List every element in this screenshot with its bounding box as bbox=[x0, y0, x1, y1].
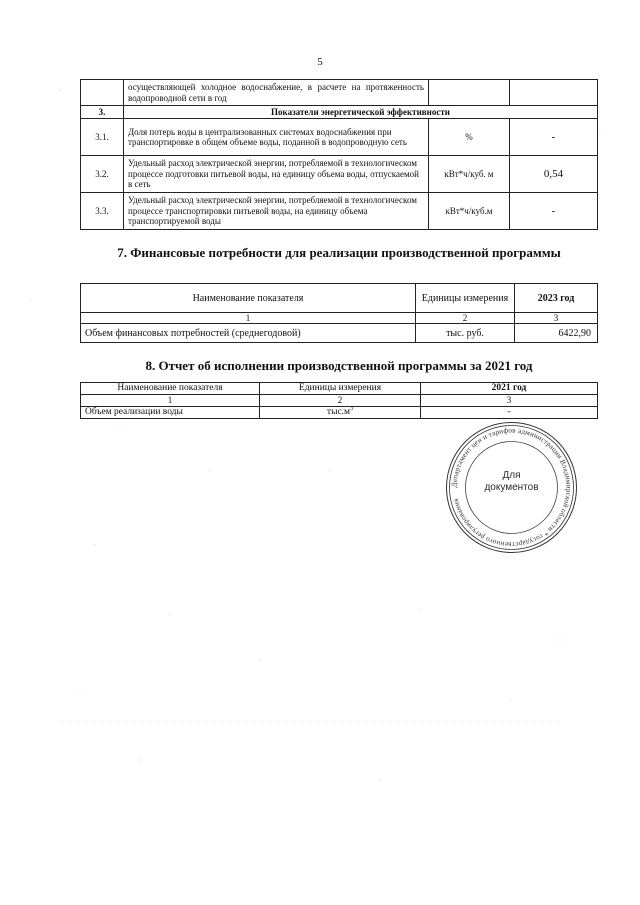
row-number-cell bbox=[81, 80, 124, 106]
value-cell: 6422,90 bbox=[515, 324, 598, 343]
section-header-row bbox=[81, 106, 598, 119]
table-row bbox=[81, 156, 598, 193]
unit-cell: кВт*ч/куб. м bbox=[429, 156, 510, 193]
unit-cell bbox=[260, 407, 421, 419]
indicators-table bbox=[80, 79, 598, 230]
table-row bbox=[81, 119, 598, 156]
official-stamp bbox=[444, 420, 579, 555]
indicator-name-cell: Удельный расход электрической энергии, потребляемой в технологическом процессе транспортировки питьевой воды, на единицу объема транспортируемой воды bbox=[124, 193, 429, 230]
column-index: 1 bbox=[81, 395, 260, 407]
unit-superscript: 3 bbox=[350, 405, 354, 412]
column-index: 2 bbox=[260, 395, 421, 407]
indicator-name-cell: осуществляющей холодное водоснабжение, в расчете на протяженность водопроводной сети в год bbox=[124, 80, 429, 106]
column-header-name: Наименование показателя bbox=[81, 383, 260, 395]
column-header-name: Наименование показателя bbox=[81, 284, 416, 313]
column-header-unit: Единицы измерения bbox=[260, 383, 421, 395]
unit-cell bbox=[429, 80, 510, 106]
stamp-ring-text: Департамент цен и тарифов администрации Владимирской области * государственного регулирования bbox=[450, 426, 573, 549]
unit-cell: % bbox=[429, 119, 510, 156]
indicator-name-cell: Удельный расход электрической энергии, потребляемой в технологическом процессе подготовки питьевой воды, на единицу объема воды, отпускаемой в сеть bbox=[124, 156, 429, 193]
column-index: 3 bbox=[421, 395, 598, 407]
section-8-heading: 8. Отчет об исполнении производственной программы за 2021 год bbox=[145, 358, 533, 373]
page-number: 5 bbox=[317, 56, 323, 68]
section-7-heading: 7. Финансовые потребности для реализации производственной программы bbox=[117, 245, 561, 260]
row-number-cell: 3.3. bbox=[81, 193, 124, 230]
section-title: Показатели энергетической эффективности bbox=[124, 106, 598, 119]
column-header-year: 2023 год bbox=[515, 284, 598, 313]
value-cell bbox=[510, 80, 598, 106]
program-report-table bbox=[80, 382, 598, 419]
column-header-unit: Единицы измерения bbox=[416, 284, 515, 313]
financial-needs-table bbox=[80, 283, 598, 343]
column-index: 3 bbox=[515, 313, 598, 324]
table-header-row bbox=[81, 284, 598, 313]
stamp-center-line: Для bbox=[502, 470, 521, 481]
indicator-name-cell: Объем реализации воды bbox=[81, 407, 260, 419]
table-row bbox=[81, 193, 598, 230]
value-cell: - bbox=[510, 119, 598, 156]
column-index: 1 bbox=[81, 313, 416, 324]
indicator-name-cell: Доля потерь воды в централизованных системах водоснабжения при транспортировке в общем объеме воды, поданной в водопроводную сеть bbox=[124, 119, 429, 156]
table-row bbox=[81, 407, 598, 419]
row-number-cell: 3.1. bbox=[81, 119, 124, 156]
value-cell: - bbox=[421, 407, 598, 419]
value-cell: - bbox=[510, 193, 598, 230]
stamp-center-line: документов bbox=[484, 482, 539, 493]
table-row bbox=[81, 80, 598, 106]
stamp-center-text bbox=[444, 470, 579, 494]
row-number-cell: 3.2. bbox=[81, 156, 124, 193]
value-cell: 0,54 bbox=[510, 156, 598, 193]
column-index-row bbox=[81, 395, 598, 407]
unit-cell: кВт*ч/куб.м bbox=[429, 193, 510, 230]
column-index: 2 bbox=[416, 313, 515, 324]
table-header-row bbox=[81, 383, 598, 395]
unit-cell: тыс. руб. bbox=[416, 324, 515, 343]
column-index-row bbox=[81, 313, 598, 324]
table-row bbox=[81, 324, 598, 343]
section-number: 3. bbox=[81, 106, 124, 119]
indicator-name-cell: Объем финансовых потребностей (среднегодовой) bbox=[81, 324, 416, 343]
unit-text: тыс.м bbox=[326, 407, 351, 417]
column-header-year: 2021 год bbox=[421, 383, 598, 395]
